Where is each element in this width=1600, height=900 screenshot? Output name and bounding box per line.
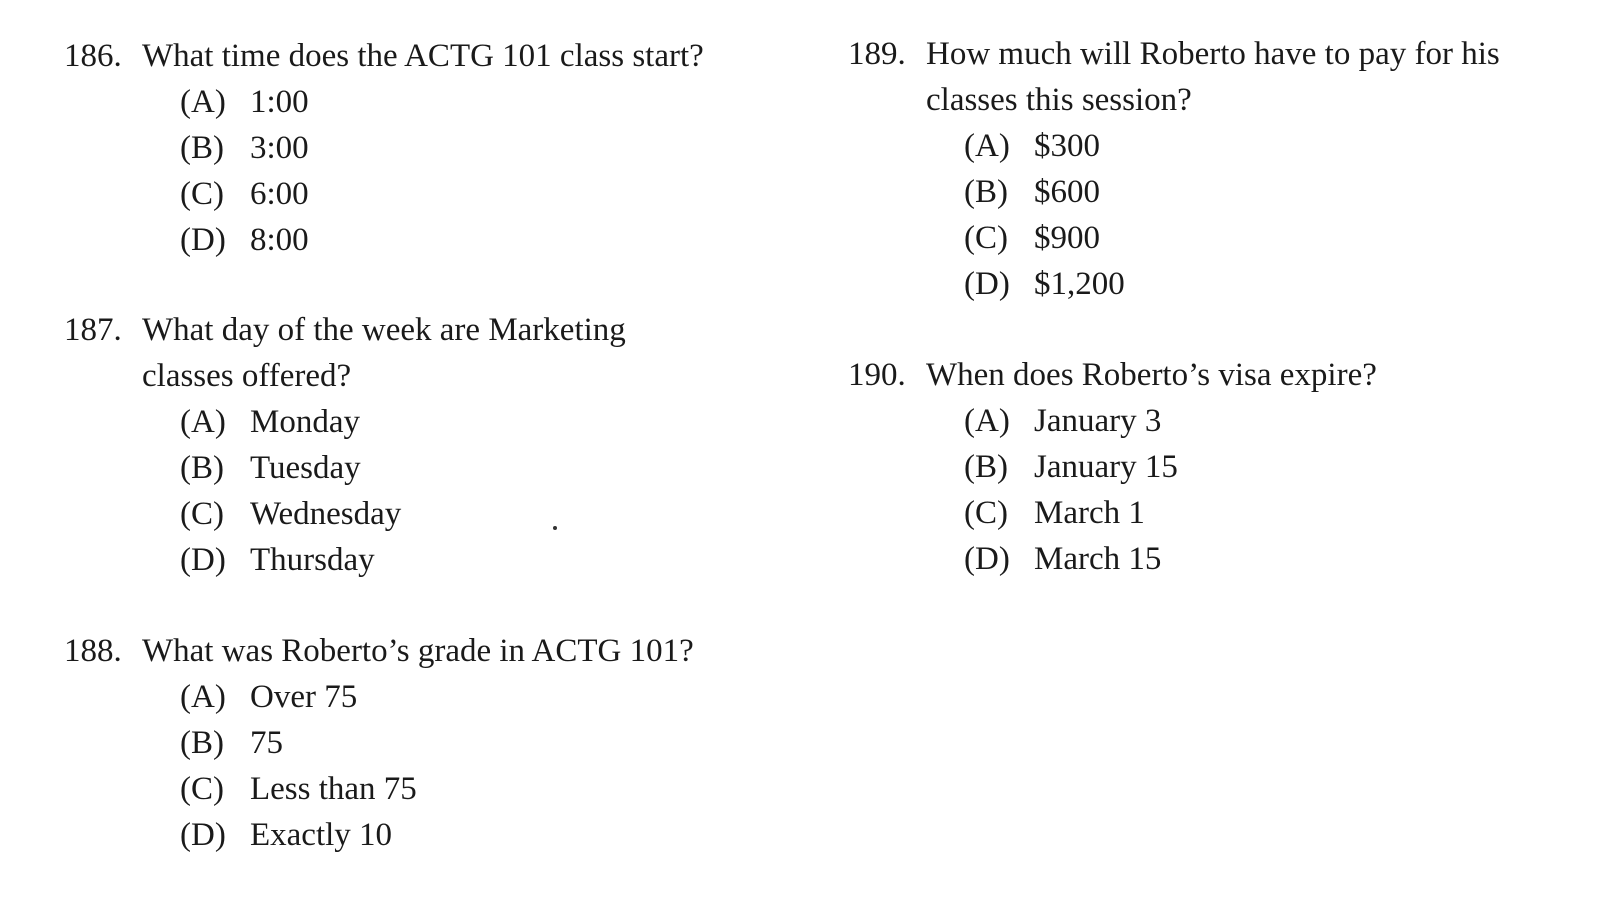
- option-text: $600: [1034, 174, 1100, 210]
- option-letter: (C): [964, 220, 1008, 256]
- option-text: 3:00: [250, 130, 309, 166]
- option-letter: (D): [964, 266, 1010, 302]
- option-c[interactable]: [964, 490, 1548, 536]
- question-text: What was Roberto’s grade in ACTG 101?: [142, 633, 694, 669]
- question-number: 186.: [64, 38, 122, 74]
- option-text: 6:00: [250, 176, 309, 212]
- option-text: Less than 75: [250, 771, 417, 807]
- option-letter: (A): [180, 679, 226, 715]
- option-letter: (D): [180, 222, 226, 258]
- option-text: Exactly 10: [250, 817, 393, 853]
- option-text: $300: [1034, 128, 1100, 164]
- answer-options: [848, 123, 1548, 307]
- option-letter: (B): [180, 725, 224, 761]
- question-number: 190.: [848, 357, 906, 393]
- option-c[interactable]: [964, 215, 1548, 261]
- question-number: 188.: [64, 633, 122, 669]
- question-190: [848, 352, 1548, 582]
- option-text: March 15: [1034, 541, 1162, 577]
- question-stem: [64, 628, 824, 674]
- option-text: $900: [1034, 220, 1100, 256]
- option-letter: (A): [180, 84, 226, 120]
- answer-options: [848, 398, 1548, 582]
- option-letter: (B): [180, 130, 224, 166]
- option-letter: (B): [180, 450, 224, 486]
- option-letter: (D): [964, 541, 1010, 577]
- question-text: What day of the week are Marketing classes offered?: [142, 312, 626, 394]
- option-text: January 15: [1034, 449, 1178, 485]
- option-c[interactable]: [180, 491, 724, 537]
- option-d[interactable]: [180, 217, 824, 263]
- scan-speck: [553, 526, 557, 530]
- question-stem: [64, 33, 824, 79]
- option-d[interactable]: [180, 812, 824, 858]
- option-letter: (B): [964, 449, 1008, 485]
- option-letter: (A): [180, 404, 226, 440]
- option-text: Over 75: [250, 679, 358, 715]
- option-a[interactable]: [180, 79, 824, 125]
- question-number: 189.: [848, 36, 906, 72]
- question-number: 187.: [64, 312, 122, 348]
- option-b[interactable]: [964, 444, 1548, 490]
- option-a[interactable]: [180, 674, 824, 720]
- option-text: 8:00: [250, 222, 309, 258]
- option-a[interactable]: [964, 123, 1548, 169]
- option-text: January 3: [1034, 403, 1162, 439]
- option-text: 1:00: [250, 84, 309, 120]
- option-text: Thursday: [250, 542, 375, 578]
- question-stem: [64, 307, 724, 399]
- question-187: [64, 307, 724, 583]
- option-letter: (C): [180, 771, 224, 807]
- option-d[interactable]: [964, 536, 1548, 582]
- option-letter: (C): [180, 176, 224, 212]
- option-letter: (C): [180, 496, 224, 532]
- option-c[interactable]: [180, 171, 824, 217]
- answer-options: [64, 674, 824, 858]
- question-text: When does Roberto’s visa expire?: [926, 357, 1377, 393]
- option-letter: (C): [964, 495, 1008, 531]
- option-b[interactable]: [964, 169, 1548, 215]
- option-text: Wednesday: [250, 496, 402, 532]
- option-letter: (B): [964, 174, 1008, 210]
- option-a[interactable]: [964, 398, 1548, 444]
- question-stem: [848, 31, 1548, 123]
- option-text: Tuesday: [250, 450, 361, 486]
- question-186: [64, 33, 824, 263]
- option-text: 75: [250, 725, 283, 761]
- answer-options: [64, 79, 824, 263]
- option-b[interactable]: [180, 445, 724, 491]
- option-letter: (A): [964, 403, 1010, 439]
- option-letter: (D): [180, 817, 226, 853]
- option-c[interactable]: [180, 766, 824, 812]
- option-text: Monday: [250, 404, 360, 440]
- option-letter: (D): [180, 542, 226, 578]
- option-a[interactable]: [180, 399, 724, 445]
- question-189: [848, 31, 1548, 307]
- option-text: March 1: [1034, 495, 1145, 531]
- answer-options: [64, 399, 724, 583]
- option-text: $1,200: [1034, 266, 1125, 302]
- question-text: What time does the ACTG 101 class start?: [142, 38, 704, 74]
- question-188: [64, 628, 824, 858]
- question-text: How much will Roberto have to pay for his classes this session?: [926, 36, 1500, 118]
- option-b[interactable]: [180, 720, 824, 766]
- option-letter: (A): [964, 128, 1010, 164]
- option-d[interactable]: [964, 261, 1548, 307]
- option-b[interactable]: [180, 125, 824, 171]
- question-stem: [848, 352, 1548, 398]
- option-d[interactable]: [180, 537, 724, 583]
